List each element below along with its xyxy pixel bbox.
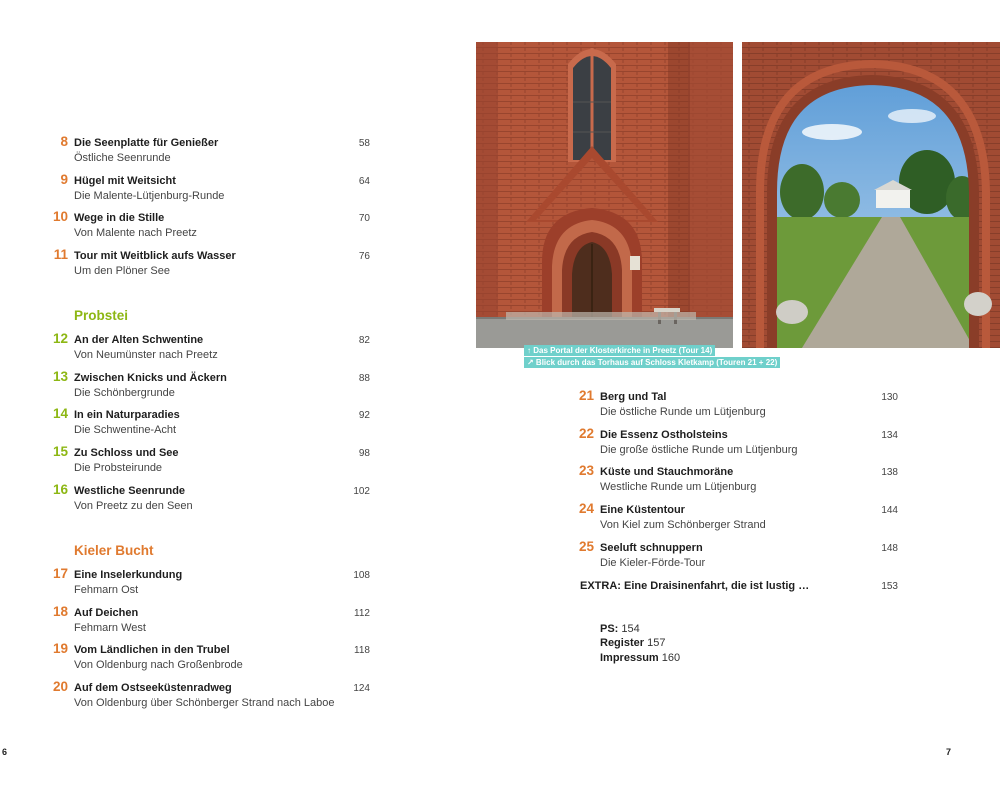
toc-page-number: 134 bbox=[881, 430, 898, 441]
toc-subtitle: Die große östliche Runde um Lütjenburg bbox=[600, 444, 798, 456]
toc-number: 11 bbox=[53, 247, 68, 262]
toc-title: An der Alten Schwentine bbox=[74, 334, 204, 346]
toc-number: 8 bbox=[60, 134, 68, 149]
toc-number: 10 bbox=[52, 209, 68, 224]
toc-number: 19 bbox=[52, 641, 68, 656]
toc-subtitle: Die Probsteirunde bbox=[74, 462, 163, 474]
toc-subtitle: Die Schwentine-Acht bbox=[74, 424, 177, 436]
page-number-right: 7 bbox=[946, 747, 952, 757]
toc-page-number: 118 bbox=[354, 645, 370, 656]
photo-caption-church: ↑ Das Portal der Klosterkirche in Preetz (Tour 14) bbox=[524, 345, 715, 356]
toc-page-number: 130 bbox=[881, 392, 898, 403]
toc-subtitle: Von Oldenburg nach Großenbrode bbox=[74, 659, 243, 671]
toc-number: 25 bbox=[578, 539, 594, 554]
toc-page-number: 144 bbox=[881, 505, 898, 516]
appendix-entry-impressum[interactable] bbox=[600, 652, 680, 664]
toc-page-number: 108 bbox=[353, 570, 370, 581]
toc-subtitle: Die Malente-Lütjenburg-Runde bbox=[74, 190, 225, 202]
toc-title: Küste und Stauchmoräne bbox=[600, 466, 734, 478]
toc-number: 22 bbox=[578, 426, 594, 441]
appendix-page: 157 bbox=[647, 637, 666, 649]
toc-subtitle: Östliche Seenrunde bbox=[74, 152, 171, 164]
toc-subtitle: Um den Plöner See bbox=[74, 265, 170, 277]
toc-subtitle: Von Malente nach Preetz bbox=[74, 227, 197, 239]
appendix-page: 160 bbox=[661, 652, 681, 664]
appendix-label: PS: bbox=[600, 623, 619, 635]
toc-title: Auf dem Ostseeküstenradweg bbox=[74, 682, 232, 694]
appendix-entry-register[interactable] bbox=[600, 637, 665, 649]
toc-title: Zu Schloss und See bbox=[74, 447, 179, 459]
toc-page-number: 153 bbox=[881, 581, 898, 592]
toc-subtitle: Die östliche Runde um Lütjenburg bbox=[600, 406, 766, 418]
appendix-label: Register bbox=[600, 637, 645, 649]
appendix-page: 154 bbox=[621, 623, 640, 635]
toc-page-number: 138 bbox=[881, 467, 898, 478]
toc-title: Die Seenplatte für Genießer bbox=[74, 137, 219, 149]
toc-page-number: 82 bbox=[358, 335, 370, 346]
toc-subtitle: Von Neumünster nach Preetz bbox=[74, 349, 218, 361]
toc-title: Vom Ländlichen in den Trubel bbox=[74, 644, 230, 656]
toc-page-number: 76 bbox=[358, 251, 370, 262]
toc-subtitle: Von Preetz zu den Seen bbox=[74, 500, 193, 512]
toc-number: 23 bbox=[578, 463, 594, 478]
toc-subtitle: Fehmarn West bbox=[74, 622, 146, 634]
toc-title: Eine Küstentour bbox=[600, 504, 685, 516]
toc-page-number: 124 bbox=[353, 683, 370, 694]
toc-number: 16 bbox=[52, 482, 68, 497]
toc-title: Hügel mit Weitsicht bbox=[74, 175, 176, 187]
toc-number: 9 bbox=[60, 172, 68, 187]
section-heading-probstei: Probstei bbox=[74, 308, 129, 323]
toc-page-number: 98 bbox=[358, 448, 370, 459]
toc-title: Tour mit Weitblick aufs Wasser bbox=[74, 250, 236, 262]
toc-title: Eine Inselerkundung bbox=[74, 569, 183, 581]
section-heading-kieler-bucht: Kieler Bucht bbox=[74, 543, 154, 558]
photo-caption-gatehouse: ↗ Blick durch das Torhaus auf Schloss Kletkamp (Touren 21 + 22) bbox=[524, 357, 780, 368]
appendix-label: Impressum bbox=[600, 652, 659, 664]
toc-page-number: 148 bbox=[881, 543, 898, 554]
toc-page-number: 88 bbox=[358, 373, 370, 384]
toc-page-number: 64 bbox=[358, 176, 370, 187]
toc-title: Wege in die Stille bbox=[74, 212, 165, 224]
toc-number: 24 bbox=[578, 501, 594, 516]
toc-title: Seeluft schnuppern bbox=[600, 542, 703, 554]
toc-page-number: 112 bbox=[354, 608, 370, 619]
page-number-left: 6 bbox=[2, 747, 8, 757]
toc-number: 15 bbox=[52, 444, 68, 459]
right-page bbox=[500, 0, 1000, 800]
toc-title: In ein Naturparadies bbox=[74, 409, 180, 421]
toc-title: Westliche Seenrunde bbox=[74, 485, 186, 497]
toc-number: 14 bbox=[52, 406, 68, 421]
toc-subtitle: Die Kieler-Förde-Tour bbox=[600, 557, 706, 569]
toc-page-number: 92 bbox=[358, 410, 370, 421]
appendix-entry-ps[interactable] bbox=[600, 623, 640, 635]
toc-title: Die Essenz Ostholsteins bbox=[600, 429, 728, 441]
toc-number: 21 bbox=[578, 388, 594, 403]
toc-page-number: 58 bbox=[358, 138, 370, 149]
toc-subtitle: Von Kiel zum Schönberger Strand bbox=[600, 519, 766, 531]
toc-subtitle: Von Oldenburg über Schönberger Strand nach Laboe bbox=[74, 697, 335, 709]
toc-subtitle: Die Schönbergrunde bbox=[74, 387, 175, 399]
toc-title: Berg und Tal bbox=[600, 391, 667, 403]
toc-number: 17 bbox=[52, 566, 68, 581]
toc-entry-extra[interactable] bbox=[580, 580, 898, 592]
toc-subtitle: Westliche Runde um Lütjenburg bbox=[600, 481, 757, 493]
toc-number: 12 bbox=[52, 331, 68, 346]
toc-subtitle: Fehmarn Ost bbox=[74, 584, 139, 596]
toc-page-number: 102 bbox=[353, 486, 370, 497]
toc-title: Auf Deichen bbox=[74, 607, 139, 619]
toc-title: Zwischen Knicks und Äckern bbox=[74, 372, 227, 384]
toc-number: 13 bbox=[52, 369, 68, 384]
toc-page-number: 70 bbox=[358, 213, 370, 224]
toc-title: EXTRA: Eine Draisinenfahrt, die ist lustig … bbox=[580, 580, 810, 592]
toc-number: 18 bbox=[52, 604, 68, 619]
toc-number: 20 bbox=[52, 679, 68, 694]
